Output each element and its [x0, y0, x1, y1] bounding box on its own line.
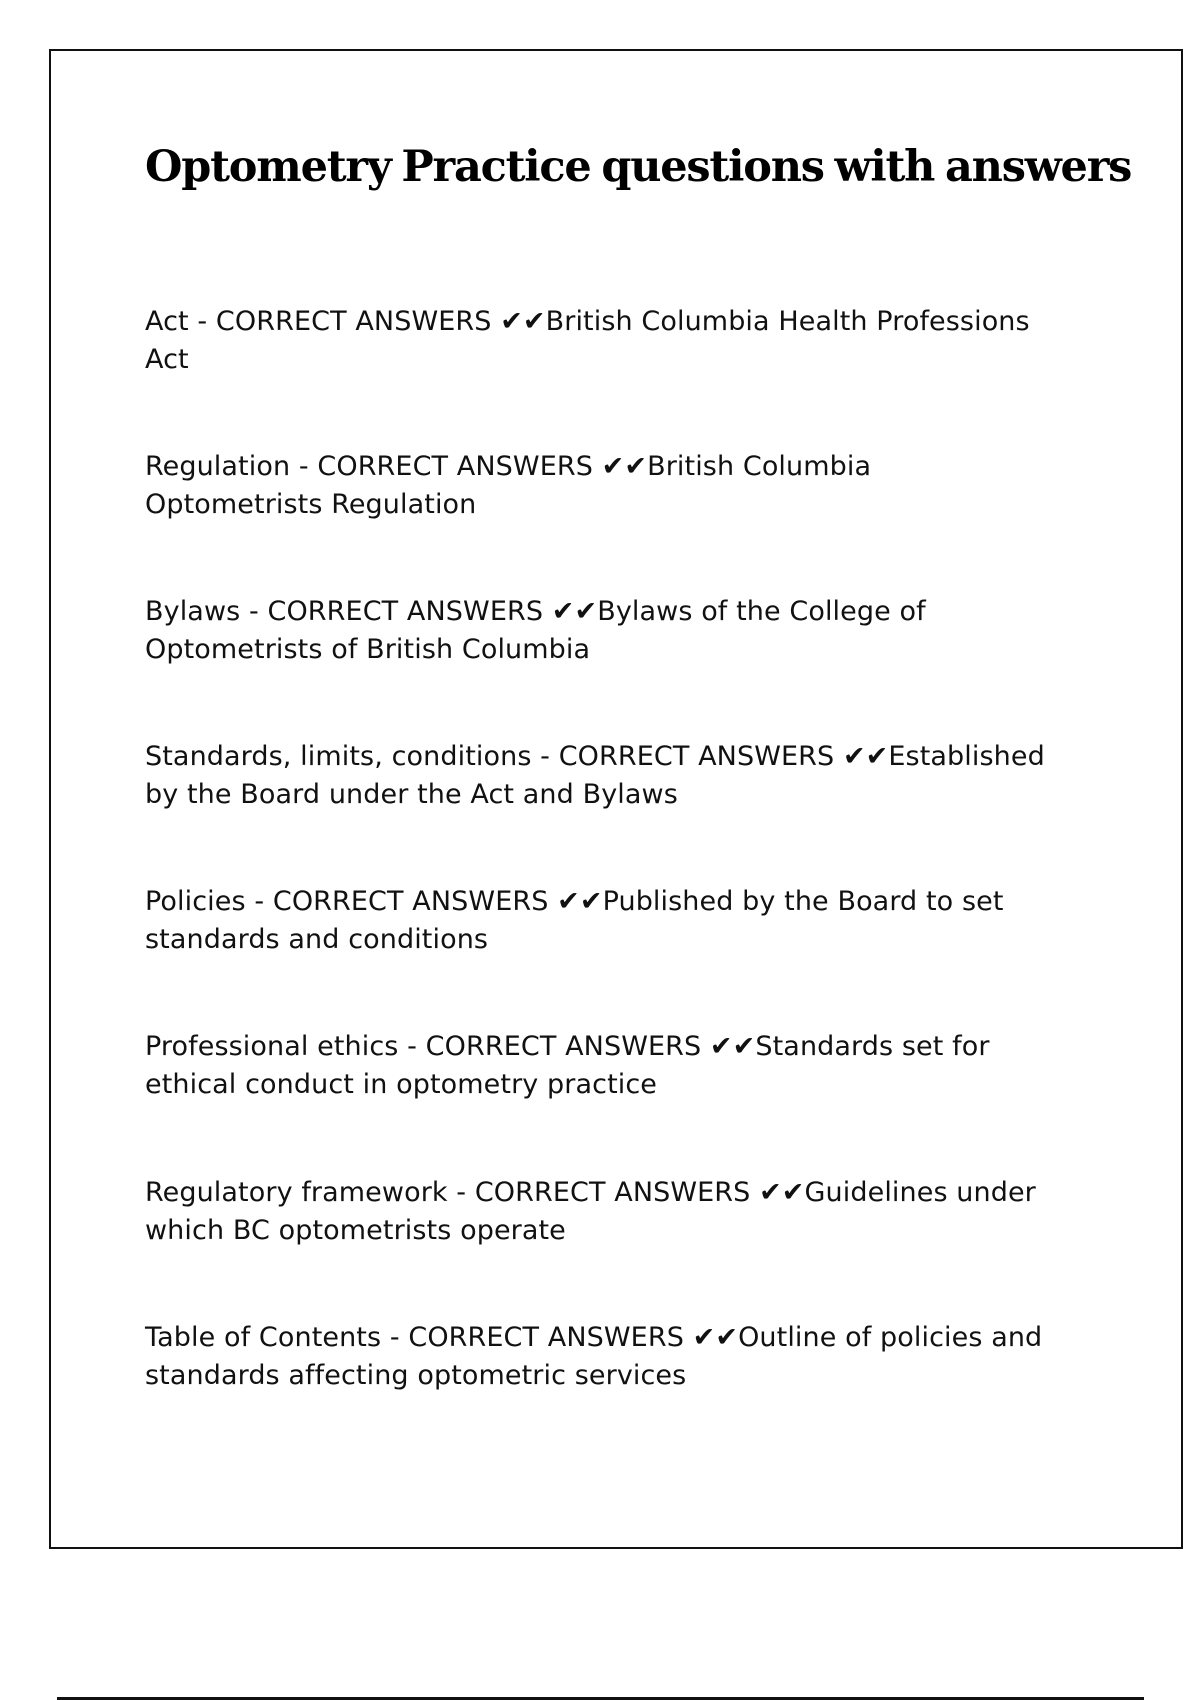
- qa-item-table-of-contents: Table of Contents - CORRECT ANSWERS ✔✔Outline of policies and standards affecting optometric services: [145, 1322, 1043, 1391]
- qa-item-act: Act - CORRECT ANSWERS ✔✔British Columbia Health Professions Act: [145, 306, 1030, 375]
- document-title: Optometry Practice questions with answers: [145, 142, 1132, 192]
- qa-item-regulation: Regulation - CORRECT ANSWERS ✔✔British Columbia Optometrists Regulation: [145, 451, 872, 520]
- qa-item-policies: Policies - CORRECT ANSWERS ✔✔Published by the Board to set standards and conditions: [145, 886, 1004, 955]
- qa-item-regulatory-framework: Regulatory framework - CORRECT ANSWERS ✔✔Guidelines under which BC optometrists operate: [145, 1177, 1036, 1246]
- qa-item-bylaws: Bylaws - CORRECT ANSWERS ✔✔Bylaws of the College of Optometrists of British Columbia: [145, 596, 926, 665]
- qa-item-standards: Standards, limits, conditions - CORRECT ANSWERS ✔✔Established by the Board under the Act and Bylaws: [145, 741, 1045, 810]
- qa-item-professional-ethics: Professional ethics - CORRECT ANSWERS ✔✔Standards set for ethical conduct in optometry practice: [145, 1031, 990, 1100]
